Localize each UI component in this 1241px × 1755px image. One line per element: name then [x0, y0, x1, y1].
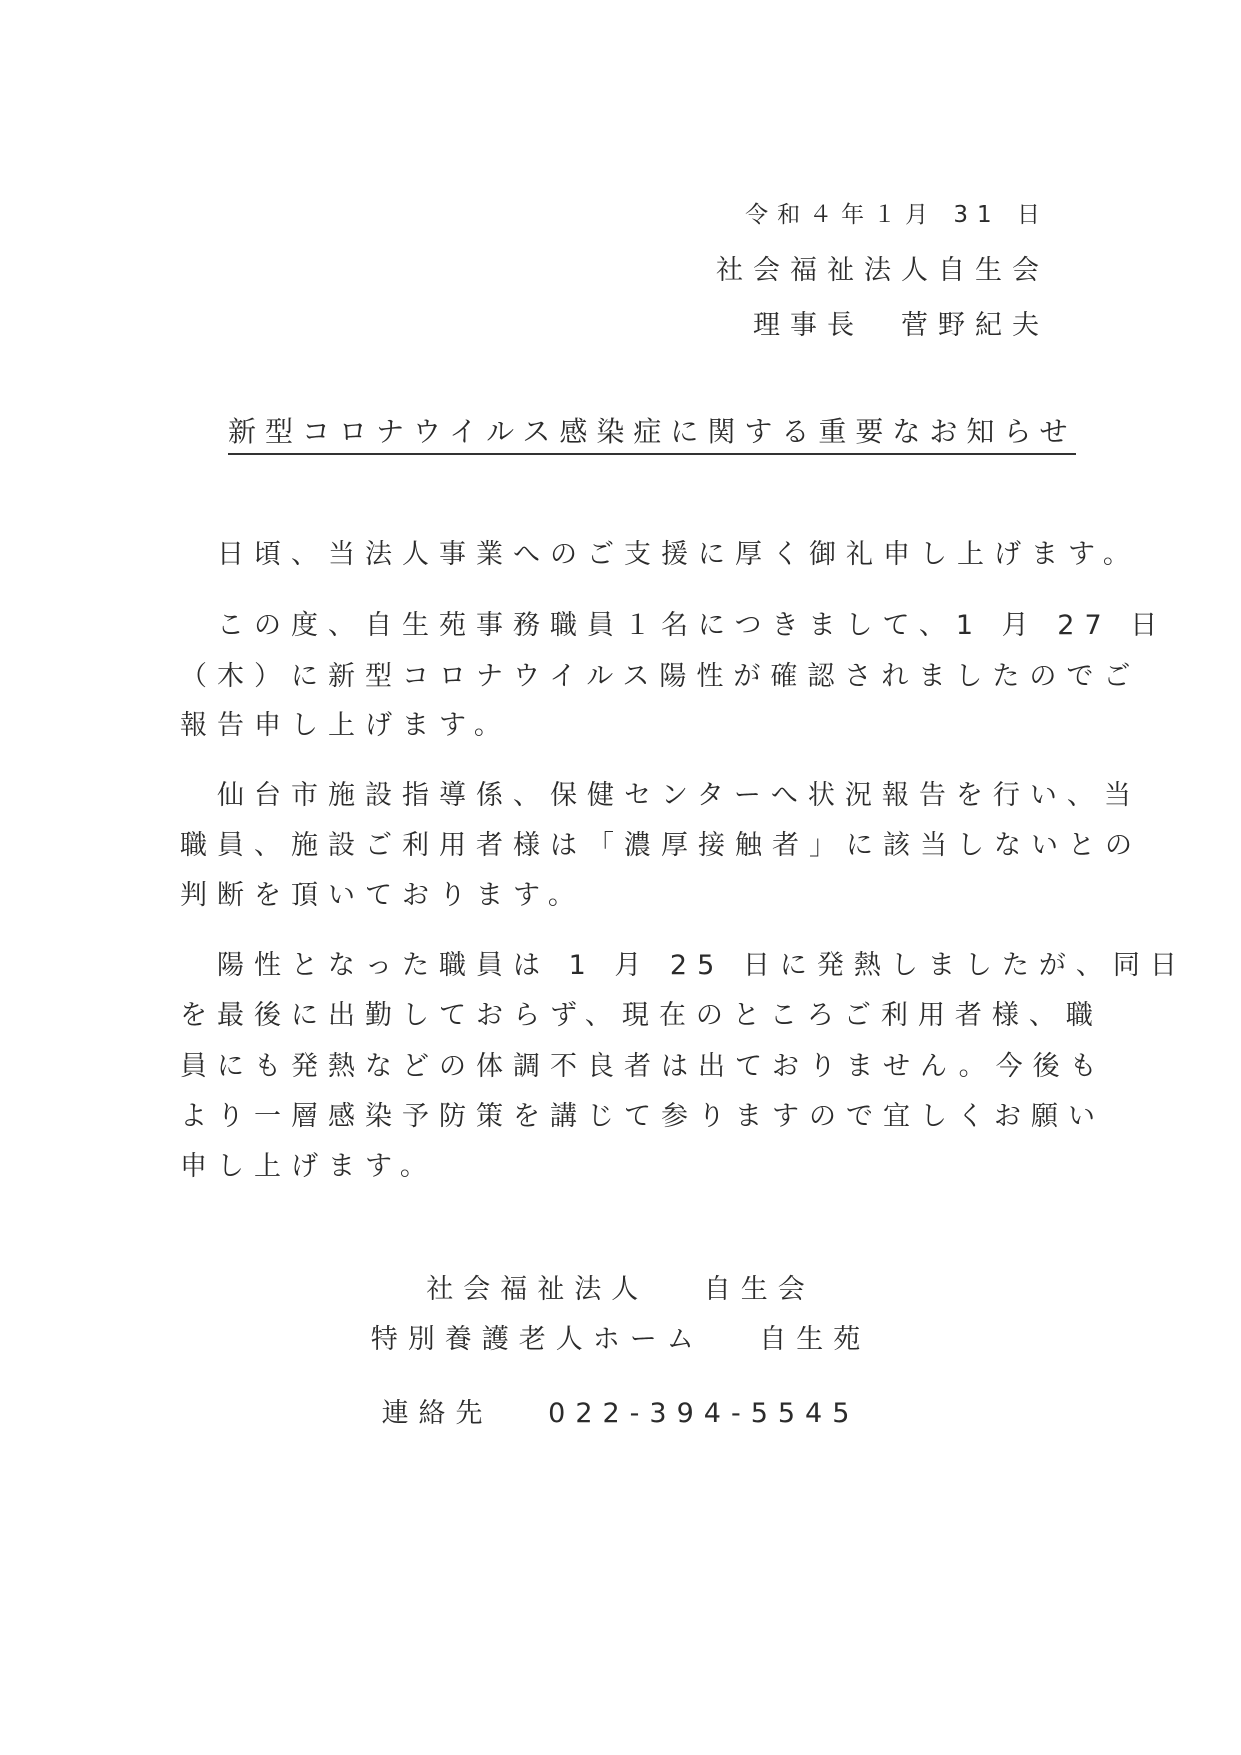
- footer-facility: 特別養護老人ホーム 自生苑: [370, 1324, 871, 1355]
- paragraph-report-line: （木）に新型コロナウイルス陽性が確認されましたのでご: [180, 661, 1141, 692]
- paragraph-followup-line: 申し上げます。: [180, 1151, 437, 1182]
- issuer-organization: 社会福祉法人自生会: [716, 255, 1049, 286]
- title-block: [228, 415, 1077, 455]
- paragraph-followup-line: 陽性となった職員は 1 月 25 日に発熱しましたが、同日: [180, 950, 1187, 981]
- footer-organization: 社会福祉法人 自生会: [426, 1274, 815, 1305]
- paragraph-contact-status-line: 判断を頂いております。: [180, 880, 585, 911]
- paragraph-greeting-line: 日頃、当法人事業へのご支援に厚く御礼申し上げます。: [180, 539, 1140, 570]
- paragraph-contact-status-line: 仙台市施設指導係、保健センターへ状況報告を行い、当: [180, 780, 1141, 811]
- issuer-chairman: 理事長 菅野紀夫: [753, 310, 1049, 341]
- paragraph-followup-line: を最後に出勤しておらず、現在のところご利用者様、職: [180, 1000, 1103, 1031]
- notice-title: 新型コロナウイルス感染症に関する重要なお知らせ: [228, 418, 1076, 455]
- paragraph-report-line: この度、自生苑事務職員１名につきまして、1 月 27 日: [180, 610, 1168, 641]
- paragraph-followup-line: 員にも発熱などの体調不良者は出ておりません。今後も: [180, 1051, 1107, 1082]
- paragraph-report-line: 報告申し上げます。: [180, 710, 511, 741]
- footer-contact: 連絡先 022-394-5545: [381, 1398, 860, 1429]
- issue-date: 令和４年１月 31 日: [745, 202, 1049, 228]
- paragraph-followup-line: より一層感染予防策を講じて参りますので宜しくお願い: [180, 1101, 1105, 1132]
- paragraph-contact-status-line: 職員、施設ご利用者様は「濃厚接触者」に該当しないとの: [180, 830, 1142, 861]
